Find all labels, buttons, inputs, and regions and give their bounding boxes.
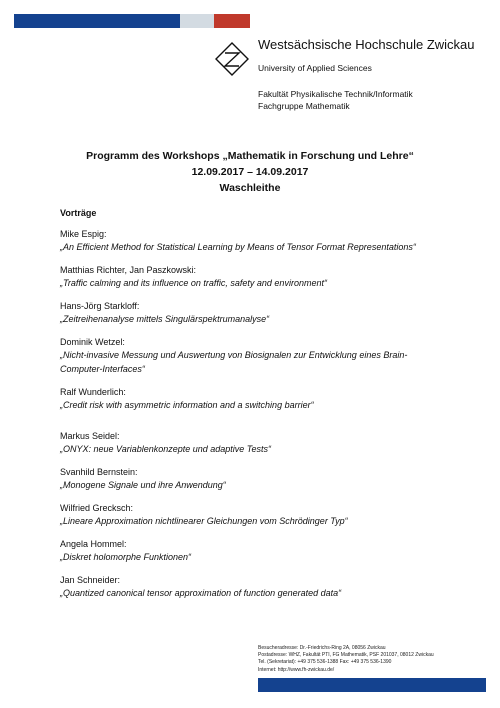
talk-title: „Diskret holomorphe Funktionen“ xyxy=(60,552,192,562)
footer-bar-blue xyxy=(258,678,486,692)
talk-title: „Monogene Signale und ihre Anwendung“ xyxy=(60,480,226,490)
faculty-name: Fakultät Physikalische Technik/Informatik xyxy=(258,89,413,99)
header-bar-grey xyxy=(180,14,214,28)
program-title: Programm des Workshops „Mathematik in Forschung und Lehre“ xyxy=(86,150,414,162)
talk-title: „Zeitreihenanalyse mittels Singulärspektrumanalyse“ xyxy=(60,314,270,324)
talk-list xyxy=(60,228,460,600)
header-bar-red xyxy=(214,14,250,28)
talk-speaker: Matthias Richter, Jan Paszkowski: xyxy=(60,265,197,275)
talk-item xyxy=(60,264,460,290)
talk-speaker: Ralf Wunderlich: xyxy=(60,387,126,397)
university-subtitle: University of Applied Sciences xyxy=(258,63,372,73)
department-name: Fachgruppe Mathematik xyxy=(258,101,350,111)
talk-title: „Quantized canonical tensor approximation of function generated data“ xyxy=(60,588,342,598)
talk-item xyxy=(60,574,460,600)
program-dates: 12.09.2017 – 14.09.2017 xyxy=(191,166,309,178)
program-heading xyxy=(0,148,500,196)
talk-title: „Lineare Approximation nichtlinearer Gleichungen vom Schrödinger Typ“ xyxy=(60,516,348,526)
talk-speaker: Hans-Jörg Starkloff: xyxy=(60,301,140,311)
talk-item xyxy=(60,430,460,456)
talk-speaker: Wilfried Grecksch: xyxy=(60,503,134,513)
footer-phone: Tel. (Sekretariat): +49 375 536-1388 Fax: +49 375 536-1390 xyxy=(258,659,392,666)
footer-website: Internet: http://www.fh-zwickau.de/ xyxy=(258,666,335,673)
talk-speaker: Dominik Wetzel: xyxy=(60,337,125,347)
talk-item xyxy=(60,538,460,564)
talk-title: „ONYX: neue Variablenkonzepte und adaptive Tests“ xyxy=(60,444,271,454)
talk-title: „Traffic calming and its influence on traffic, safety and environment“ xyxy=(60,278,327,288)
talk-item xyxy=(60,228,460,254)
footer-postal-address: Postadresse: WHZ, Fakultät PTI, FG Mathematik, PSF 201037, 08012 Zwickau xyxy=(258,652,434,659)
footer-visitor-address: Besucheradresse: Dr.-Friedrichs-Ring 2A, 08056 Zwickau xyxy=(258,645,386,651)
talk-item xyxy=(60,502,460,528)
footer-address xyxy=(258,645,434,674)
talk-title: „Nicht-invasive Messung und Auswertung von Biosignalen zur Entwicklung eines Brain-Computer-Interfaces“ xyxy=(60,350,408,374)
talk-item xyxy=(60,300,460,326)
talk-item xyxy=(60,336,460,376)
university-name: Westsächsische Hochschule Zwickau xyxy=(258,37,475,52)
talk-speaker: Mike Espig: xyxy=(60,229,107,239)
talk-speaker: Jan Schneider: xyxy=(60,575,121,585)
talk-speaker: Angela Hommel: xyxy=(60,539,127,549)
talk-item xyxy=(60,466,460,492)
talk-speaker: Svanhild Bernstein: xyxy=(60,467,138,477)
talk-title: „An Efficient Method for Statistical Learning by Means of Tensor Format Representations“ xyxy=(60,242,416,252)
faculty-block xyxy=(258,88,413,112)
talk-title: „Credit risk with asymmetric information and a switching barrier“ xyxy=(60,400,314,410)
section-title-talks: Vorträge xyxy=(60,208,97,218)
talk-item xyxy=(60,386,460,412)
header-bar-blue xyxy=(14,14,180,28)
program-location: Waschleithe xyxy=(219,182,281,194)
talk-speaker: Markus Seidel: xyxy=(60,431,120,441)
university-logo-icon xyxy=(215,42,249,76)
